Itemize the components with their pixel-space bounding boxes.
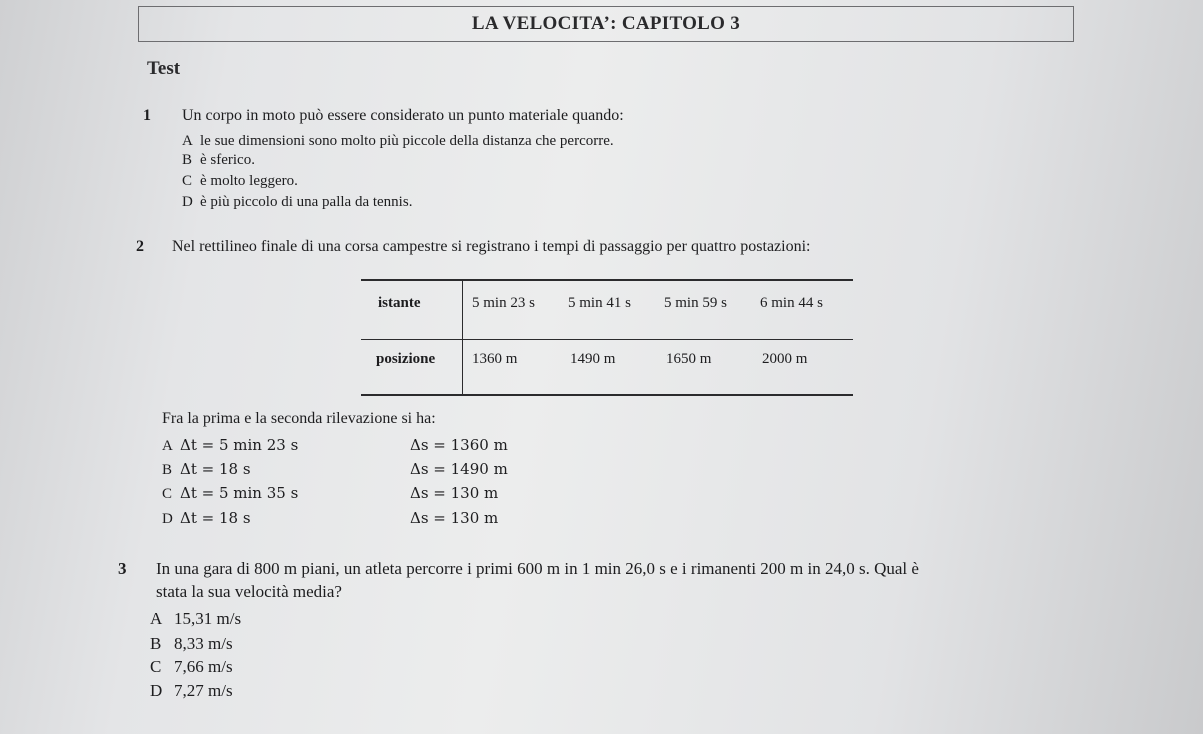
table-vertical-rule xyxy=(462,281,463,394)
option-delta-t: Δt = 18 s xyxy=(180,509,251,527)
table-mid-rule xyxy=(361,339,853,340)
option-letter: C xyxy=(150,657,162,676)
option-text: 15,31 m/s xyxy=(174,609,242,628)
question-2-option-a-delta-s: Δs = 1360 m xyxy=(410,436,508,454)
question-3-text-line-2: stata la sua velocità media? xyxy=(156,582,342,601)
table-cell: 5 min 41 s xyxy=(568,295,631,311)
question-1-option-b xyxy=(182,152,255,169)
question-3-option-d xyxy=(150,681,233,701)
question-2-text: Nel rettilineo finale di una corsa campestre si registrano i tempi di passaggio per quattro postazioni: xyxy=(172,238,811,255)
option-text: le sue dimensioni sono molto più piccole della distanza che percorre. xyxy=(200,133,614,149)
option-text: 7,66 m/s xyxy=(174,657,233,676)
section-title: Test xyxy=(147,58,181,79)
table-cell: 5 min 59 s xyxy=(664,295,727,311)
table-header-istante: istante xyxy=(378,295,421,311)
table-top-rule xyxy=(361,279,853,281)
option-text: 8,33 m/s xyxy=(174,634,233,653)
question-1-option-c xyxy=(182,173,298,190)
option-letter: B xyxy=(150,634,162,653)
table-cell: 1360 m xyxy=(472,351,518,367)
chapter-header-box xyxy=(138,6,1074,42)
option-delta-t: Δt = 18 s xyxy=(180,460,251,478)
option-letter: C xyxy=(162,486,173,502)
question-2-followup: Fra la prima e la seconda rilevazione si ha: xyxy=(162,410,436,427)
question-3-option-a xyxy=(150,609,241,629)
table-cell: 6 min 44 s xyxy=(760,295,823,311)
option-letter: D xyxy=(182,194,193,210)
option-delta-t: Δt = 5 min 35 s xyxy=(180,484,299,502)
question-2-option-b-delta-s: Δs = 1490 m xyxy=(410,460,508,478)
option-letter: C xyxy=(182,173,193,189)
option-delta-t: Δt = 5 min 23 s xyxy=(180,436,299,454)
question-2-number: 2 xyxy=(136,238,144,255)
option-letter: A xyxy=(162,438,173,454)
question-1-text: Un corpo in moto può essere considerato un punto materiale quando: xyxy=(182,107,624,124)
question-2-option-c-delta-s: Δs = 130 m xyxy=(410,484,499,502)
option-text: è sferico. xyxy=(200,152,255,168)
question-2-option-c xyxy=(162,484,298,503)
question-3-option-c xyxy=(150,657,233,677)
question-2-option-d-delta-s: Δs = 130 m xyxy=(410,509,499,527)
question-3-option-b xyxy=(150,634,233,654)
table-cell: 5 min 23 s xyxy=(472,295,535,311)
option-letter: D xyxy=(150,681,163,700)
option-letter: B xyxy=(182,152,193,168)
question-2-option-b xyxy=(162,460,251,479)
question-3-text-line-1: In una gara di 800 m piani, un atleta percorre i primi 600 m in 1 min 26,0 s e i rimanenti 200 m in 24,0 s. Qual è xyxy=(156,559,919,578)
table-bottom-rule xyxy=(361,394,853,396)
option-letter: A xyxy=(182,133,193,149)
option-text: è più piccolo di una palla da tennis. xyxy=(200,194,413,210)
table-cell: 1490 m xyxy=(570,351,616,367)
question-2-option-a xyxy=(162,436,298,455)
option-text: è molto leggero. xyxy=(200,173,298,189)
question-2-option-d xyxy=(162,509,251,528)
table-cell: 1650 m xyxy=(666,351,712,367)
option-letter: B xyxy=(162,462,173,478)
option-text: 7,27 m/s xyxy=(174,681,233,700)
chapter-title: LA VELOCITA’: CAPITOLO 3 xyxy=(471,13,741,34)
option-letter: A xyxy=(150,609,163,628)
question-3-number: 3 xyxy=(118,559,127,578)
option-letter: D xyxy=(162,511,173,527)
table-cell: 2000 m xyxy=(762,351,808,367)
question-1-option-a xyxy=(182,133,614,150)
question-1-option-d xyxy=(182,194,412,211)
question-1-number: 1 xyxy=(143,107,151,124)
table-header-posizione: posizione xyxy=(376,351,436,367)
